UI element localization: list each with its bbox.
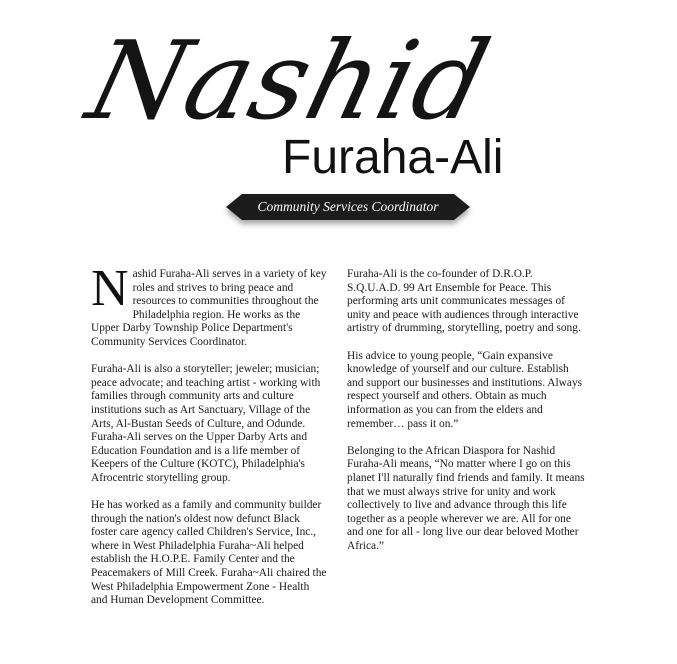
- first-name-title: Nashid: [76, 19, 502, 144]
- bio-paragraph-6: Belonging to the African Diaspora for Nashid Furaha-Ali means, “No matter where I go on this planet I'll naturally find friends and family. It means that we must always strive for unity and work collectively to live and advance through this life together as a people wherever we are. All for one and one for all - long live our dear beloved Mother Africa.”: [347, 444, 585, 552]
- last-name-title: Furaha-Ali: [282, 131, 504, 184]
- bio-paragraph-3: He has worked as a family and community builder through the nation's oldest now defunct Black foster care agency called Children's Service, Inc., where in West Philadelphia Furaha~Ali helped establish the H.O.P.E. Family Center and the Peacemakers of Mill Creek. Furaha~Ali chaired the West Philadelphia Empowerment Zone - Health and Human Development Committee.: [91, 499, 327, 607]
- bio-paragraph-5: His advice to young people, “Gain expansive knowledge of yourself and our culture. Establish and support our businesses and institutions. Always respect yourself and others. Obtain as much information as you can from the elders and remember… pass it on.”: [347, 349, 583, 430]
- bio-paragraph-2: Furaha-Ali is also a storyteller; jeweler; musician; peace advocate; and teaching artist - working with families through community arts and culture institutions such as Art Sanctuary, Village of the Arts, Al-Bustan Seeds of Culture, and Odunde. Furaha-Ali serves on the Upper Darby Arts and Education Foundation and is a life member of Keepers of the Culture (KOTC), Philadelphia's Afrocentric storytelling group.: [91, 363, 321, 484]
- bio-paragraph-4: Furaha-Ali is the co-founder of D.R.O.P. S.Q.U.A.D. 99 Art Ensemble for Peace. This performing arts unit communicates messages of unity and peace with audiences through interactive artistry of drumming, storytelling, poetry and song.: [347, 268, 581, 335]
- right-column: [347, 268, 585, 567]
- title-ribbon: [226, 193, 470, 221]
- job-title: Community Services Coordinator: [257, 199, 439, 214]
- left-column: [91, 260, 327, 621]
- bio-paragraph-1-text: ashid Furaha-Ali serves in a variety of key roles and strives to bring peace and resources to communities throughout the Philadelphia region. He works as the Upper Darby Township Police Department's Community Services Coordinator.: [91, 268, 327, 348]
- drop-cap: N: [91, 260, 129, 317]
- bio-paragraph-1: [91, 260, 327, 350]
